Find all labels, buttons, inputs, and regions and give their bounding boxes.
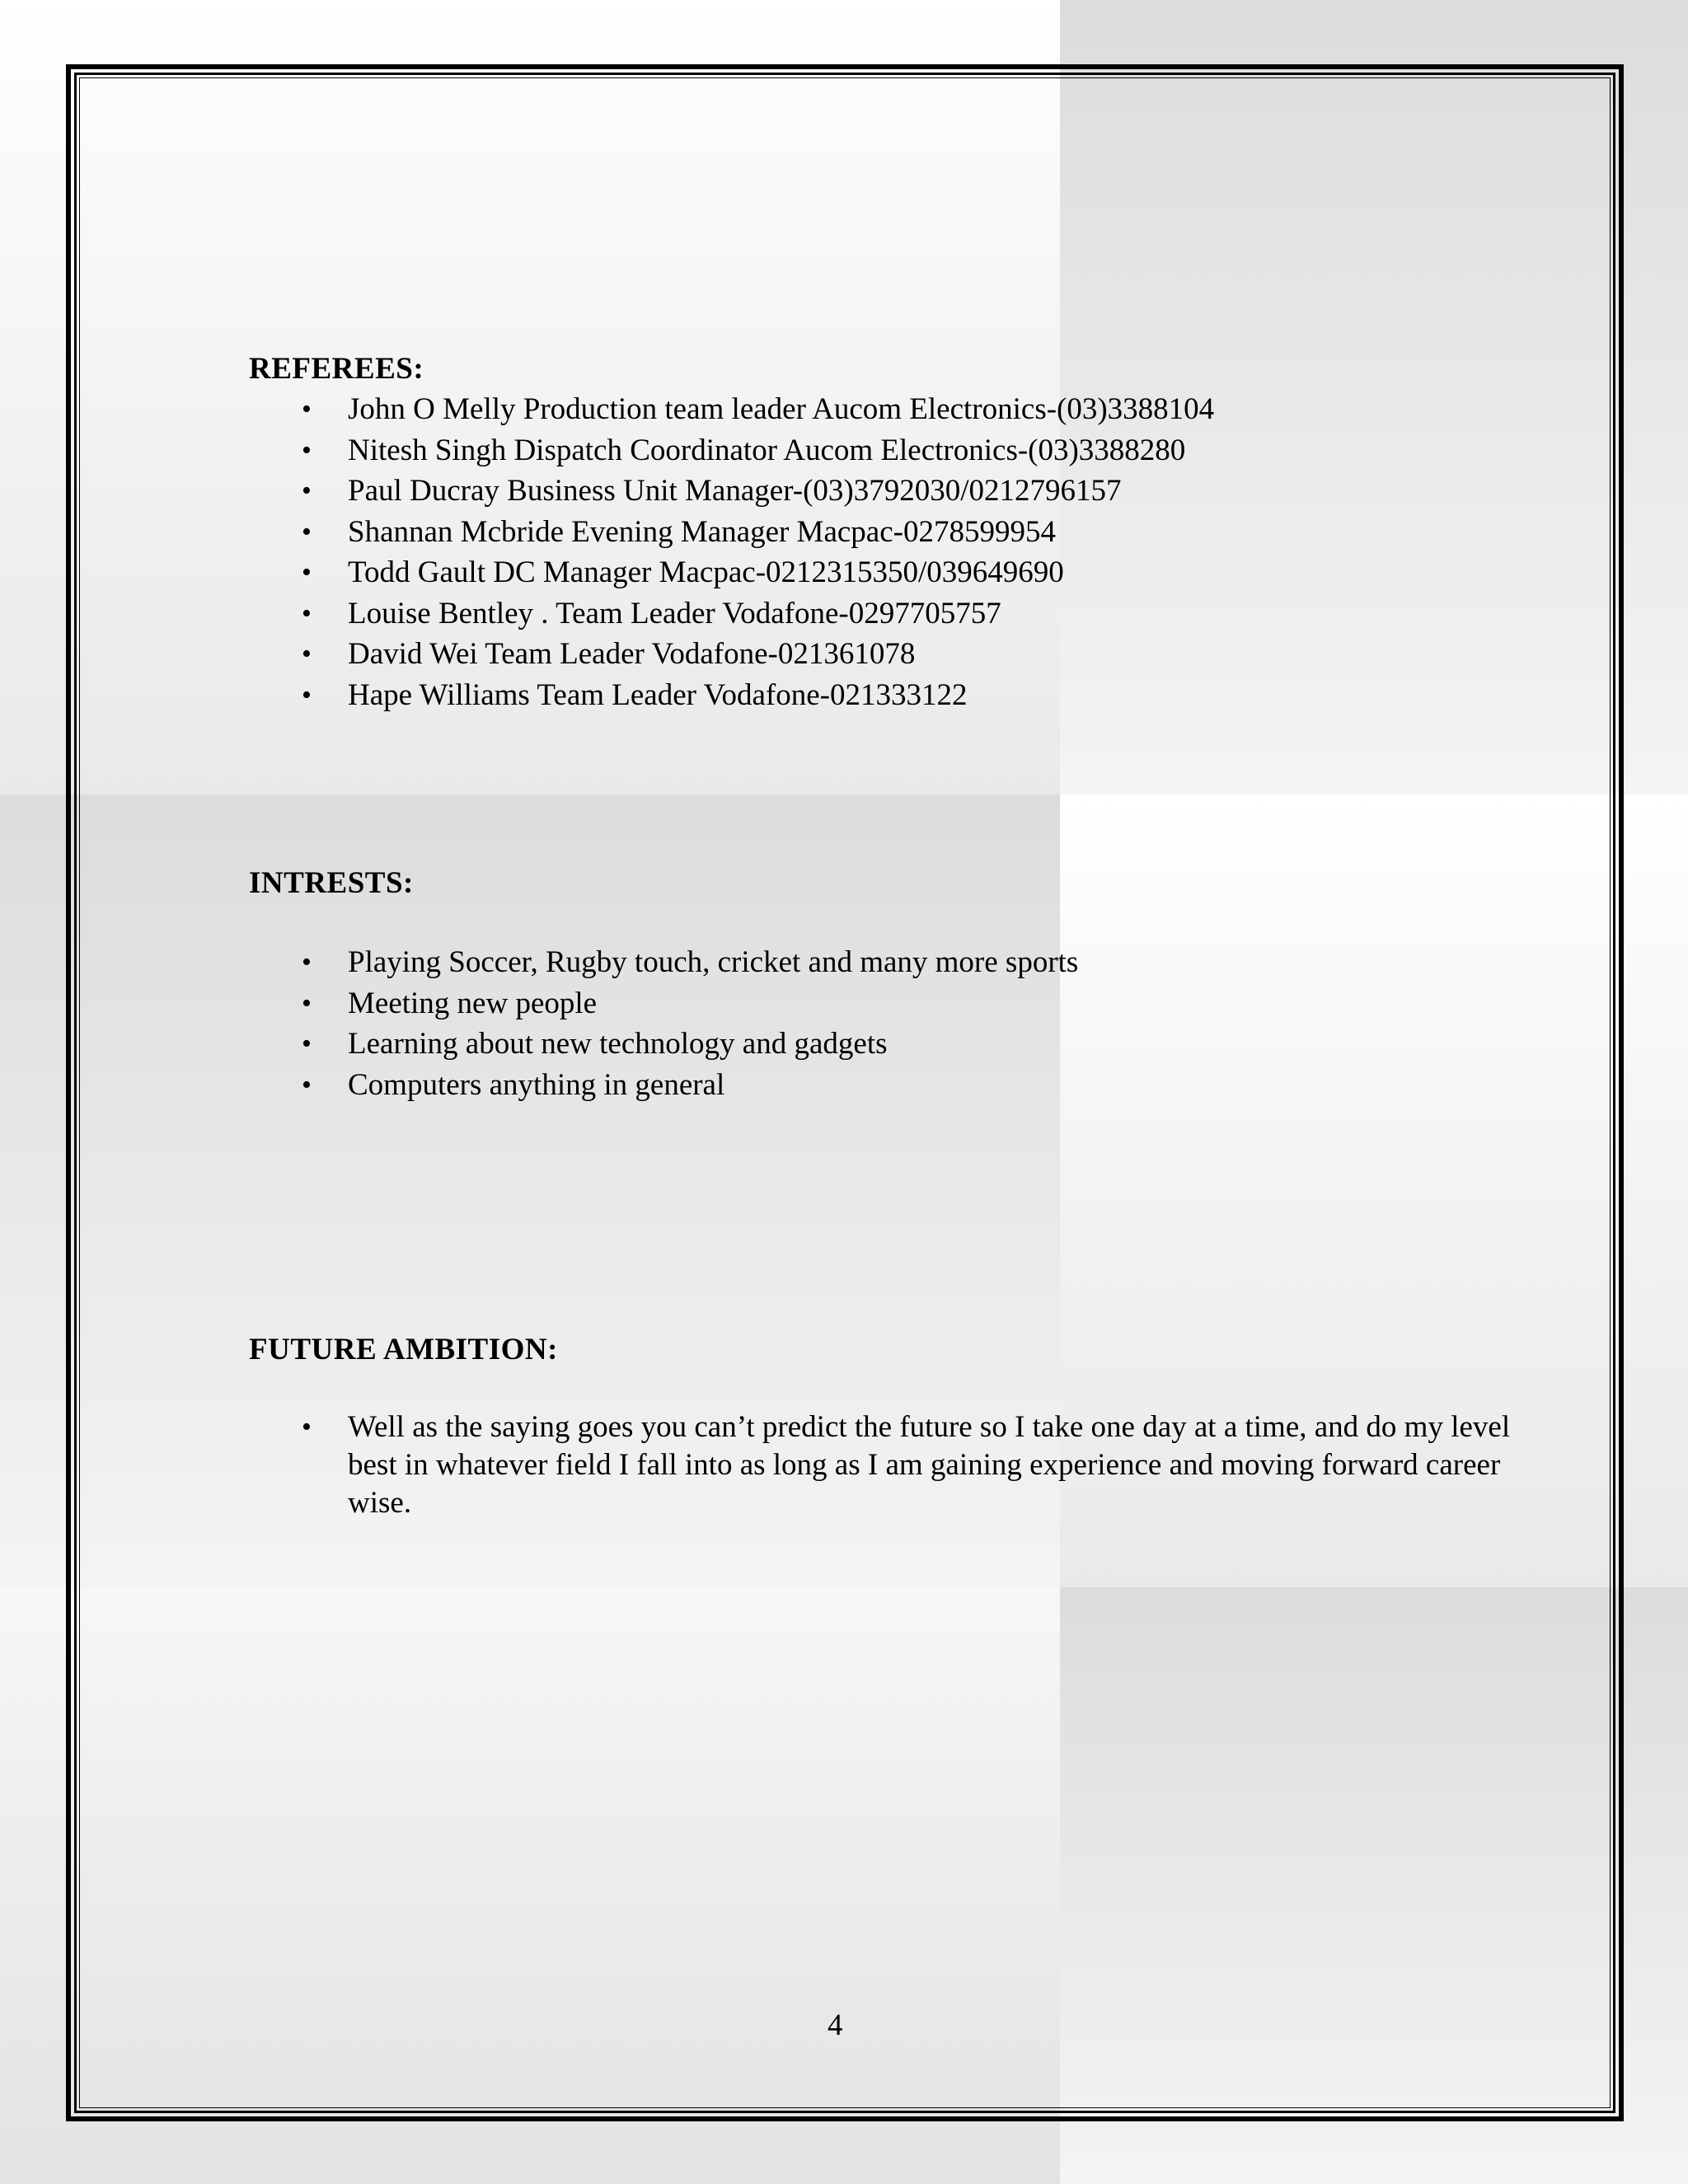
bullet-icon: • bbox=[302, 557, 312, 588]
list-item bbox=[249, 389, 1485, 430]
interest-entry: Computers anything in general bbox=[348, 1067, 725, 1102]
referee-entry: Louise Bentley . Team Leader Vodafone-0297705757 bbox=[348, 596, 1001, 630]
bullet-icon: • bbox=[302, 987, 312, 1019]
bullet-icon: • bbox=[302, 1069, 312, 1100]
list-item bbox=[249, 983, 1485, 1024]
referees-list bbox=[249, 389, 1485, 715]
bullet-icon: • bbox=[302, 394, 312, 424]
referee-entry: Todd Gault DC Manager Macpac-0212315350/039649690 bbox=[348, 555, 1064, 589]
interests-list bbox=[249, 942, 1485, 1105]
referee-entry: Shannan Mcbride Evening Manager Macpac-0278599954 bbox=[348, 514, 1056, 549]
bullet-icon: • bbox=[302, 639, 312, 669]
interest-entry: Playing Soccer, Rugby touch, cricket and many more sports bbox=[348, 945, 1079, 979]
page-number: 4 bbox=[828, 2008, 843, 2042]
list-item bbox=[249, 1024, 1485, 1065]
list-item bbox=[249, 430, 1485, 471]
referee-entry: David Wei Team Leader Vodafone-021361078 bbox=[348, 637, 916, 671]
list-item bbox=[249, 634, 1485, 675]
interests-heading: INTRESTS: bbox=[249, 866, 414, 900]
bullet-icon: • bbox=[302, 476, 312, 506]
list-item bbox=[249, 471, 1485, 512]
bullet-icon: • bbox=[302, 434, 312, 466]
bullet-icon: • bbox=[302, 516, 312, 547]
list-item bbox=[249, 593, 1485, 635]
list-item bbox=[249, 1408, 1535, 1522]
referee-entry: Paul Ducray Business Unit Manager-(03)3792030/0212796157 bbox=[348, 474, 1122, 508]
list-item bbox=[249, 942, 1485, 983]
bullet-icon: • bbox=[302, 947, 312, 977]
referee-entry: John O Melly Production team leader Aucom Electronics-(03)3388104 bbox=[348, 392, 1215, 426]
list-item bbox=[249, 1065, 1485, 1106]
bullet-icon: • bbox=[302, 1029, 312, 1059]
future-ambition-heading: FUTURE AMBITION: bbox=[249, 1333, 558, 1366]
interest-entry: Meeting new people bbox=[348, 986, 598, 1020]
list-item bbox=[249, 552, 1485, 593]
referee-entry: Hape Williams Team Leader Vodafone-021333122 bbox=[348, 677, 968, 712]
list-item bbox=[249, 512, 1485, 553]
interest-entry: Learning about new technology and gadgets bbox=[348, 1027, 888, 1061]
list-item bbox=[249, 675, 1485, 716]
future-ambition-list bbox=[249, 1408, 1511, 1522]
referee-entry: Nitesh Singh Dispatch Coordinator Aucom Electronics-(03)3388280 bbox=[348, 433, 1186, 467]
bullet-icon: • bbox=[302, 679, 312, 710]
referees-heading: REFEREES: bbox=[249, 352, 424, 386]
bullet-icon: • bbox=[302, 1412, 312, 1442]
ambition-entry: Well as the saying goes you can’t predict the future so I take one day at a time, and do my level best in whatever field I fall into as long as I am gaining experience and moving forward career wise. bbox=[348, 1410, 1511, 1520]
bullet-icon: • bbox=[302, 598, 312, 629]
